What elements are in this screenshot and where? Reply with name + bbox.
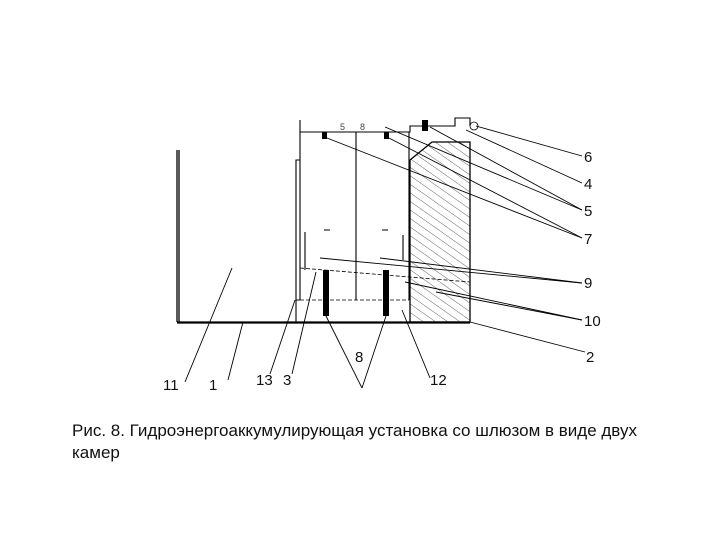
leader-lines <box>185 126 585 388</box>
label-8: 8 <box>355 349 364 366</box>
label-13: 13 <box>256 372 273 389</box>
label-2: 2 <box>586 349 595 366</box>
label-3: 3 <box>283 372 292 389</box>
dam-hatched-wall <box>410 142 470 322</box>
label-7: 7 <box>584 231 593 248</box>
label-5: 5 <box>584 203 593 220</box>
label-1: 1 <box>209 377 218 394</box>
callout-labels <box>163 149 601 394</box>
svg-text:5: 5 <box>340 122 346 132</box>
svg-text:8: 8 <box>360 122 366 132</box>
label-11: 11 <box>163 377 179 394</box>
label-6: 6 <box>584 149 593 166</box>
label-12: 12 <box>430 372 447 389</box>
label-4: 4 <box>584 176 593 193</box>
label-10: 10 <box>584 313 601 330</box>
label-9: 9 <box>584 275 593 292</box>
figure-caption: Рис. 8. Гидроэнергоаккумулирующая установка со шлюзом в виде двух камер <box>72 421 637 462</box>
